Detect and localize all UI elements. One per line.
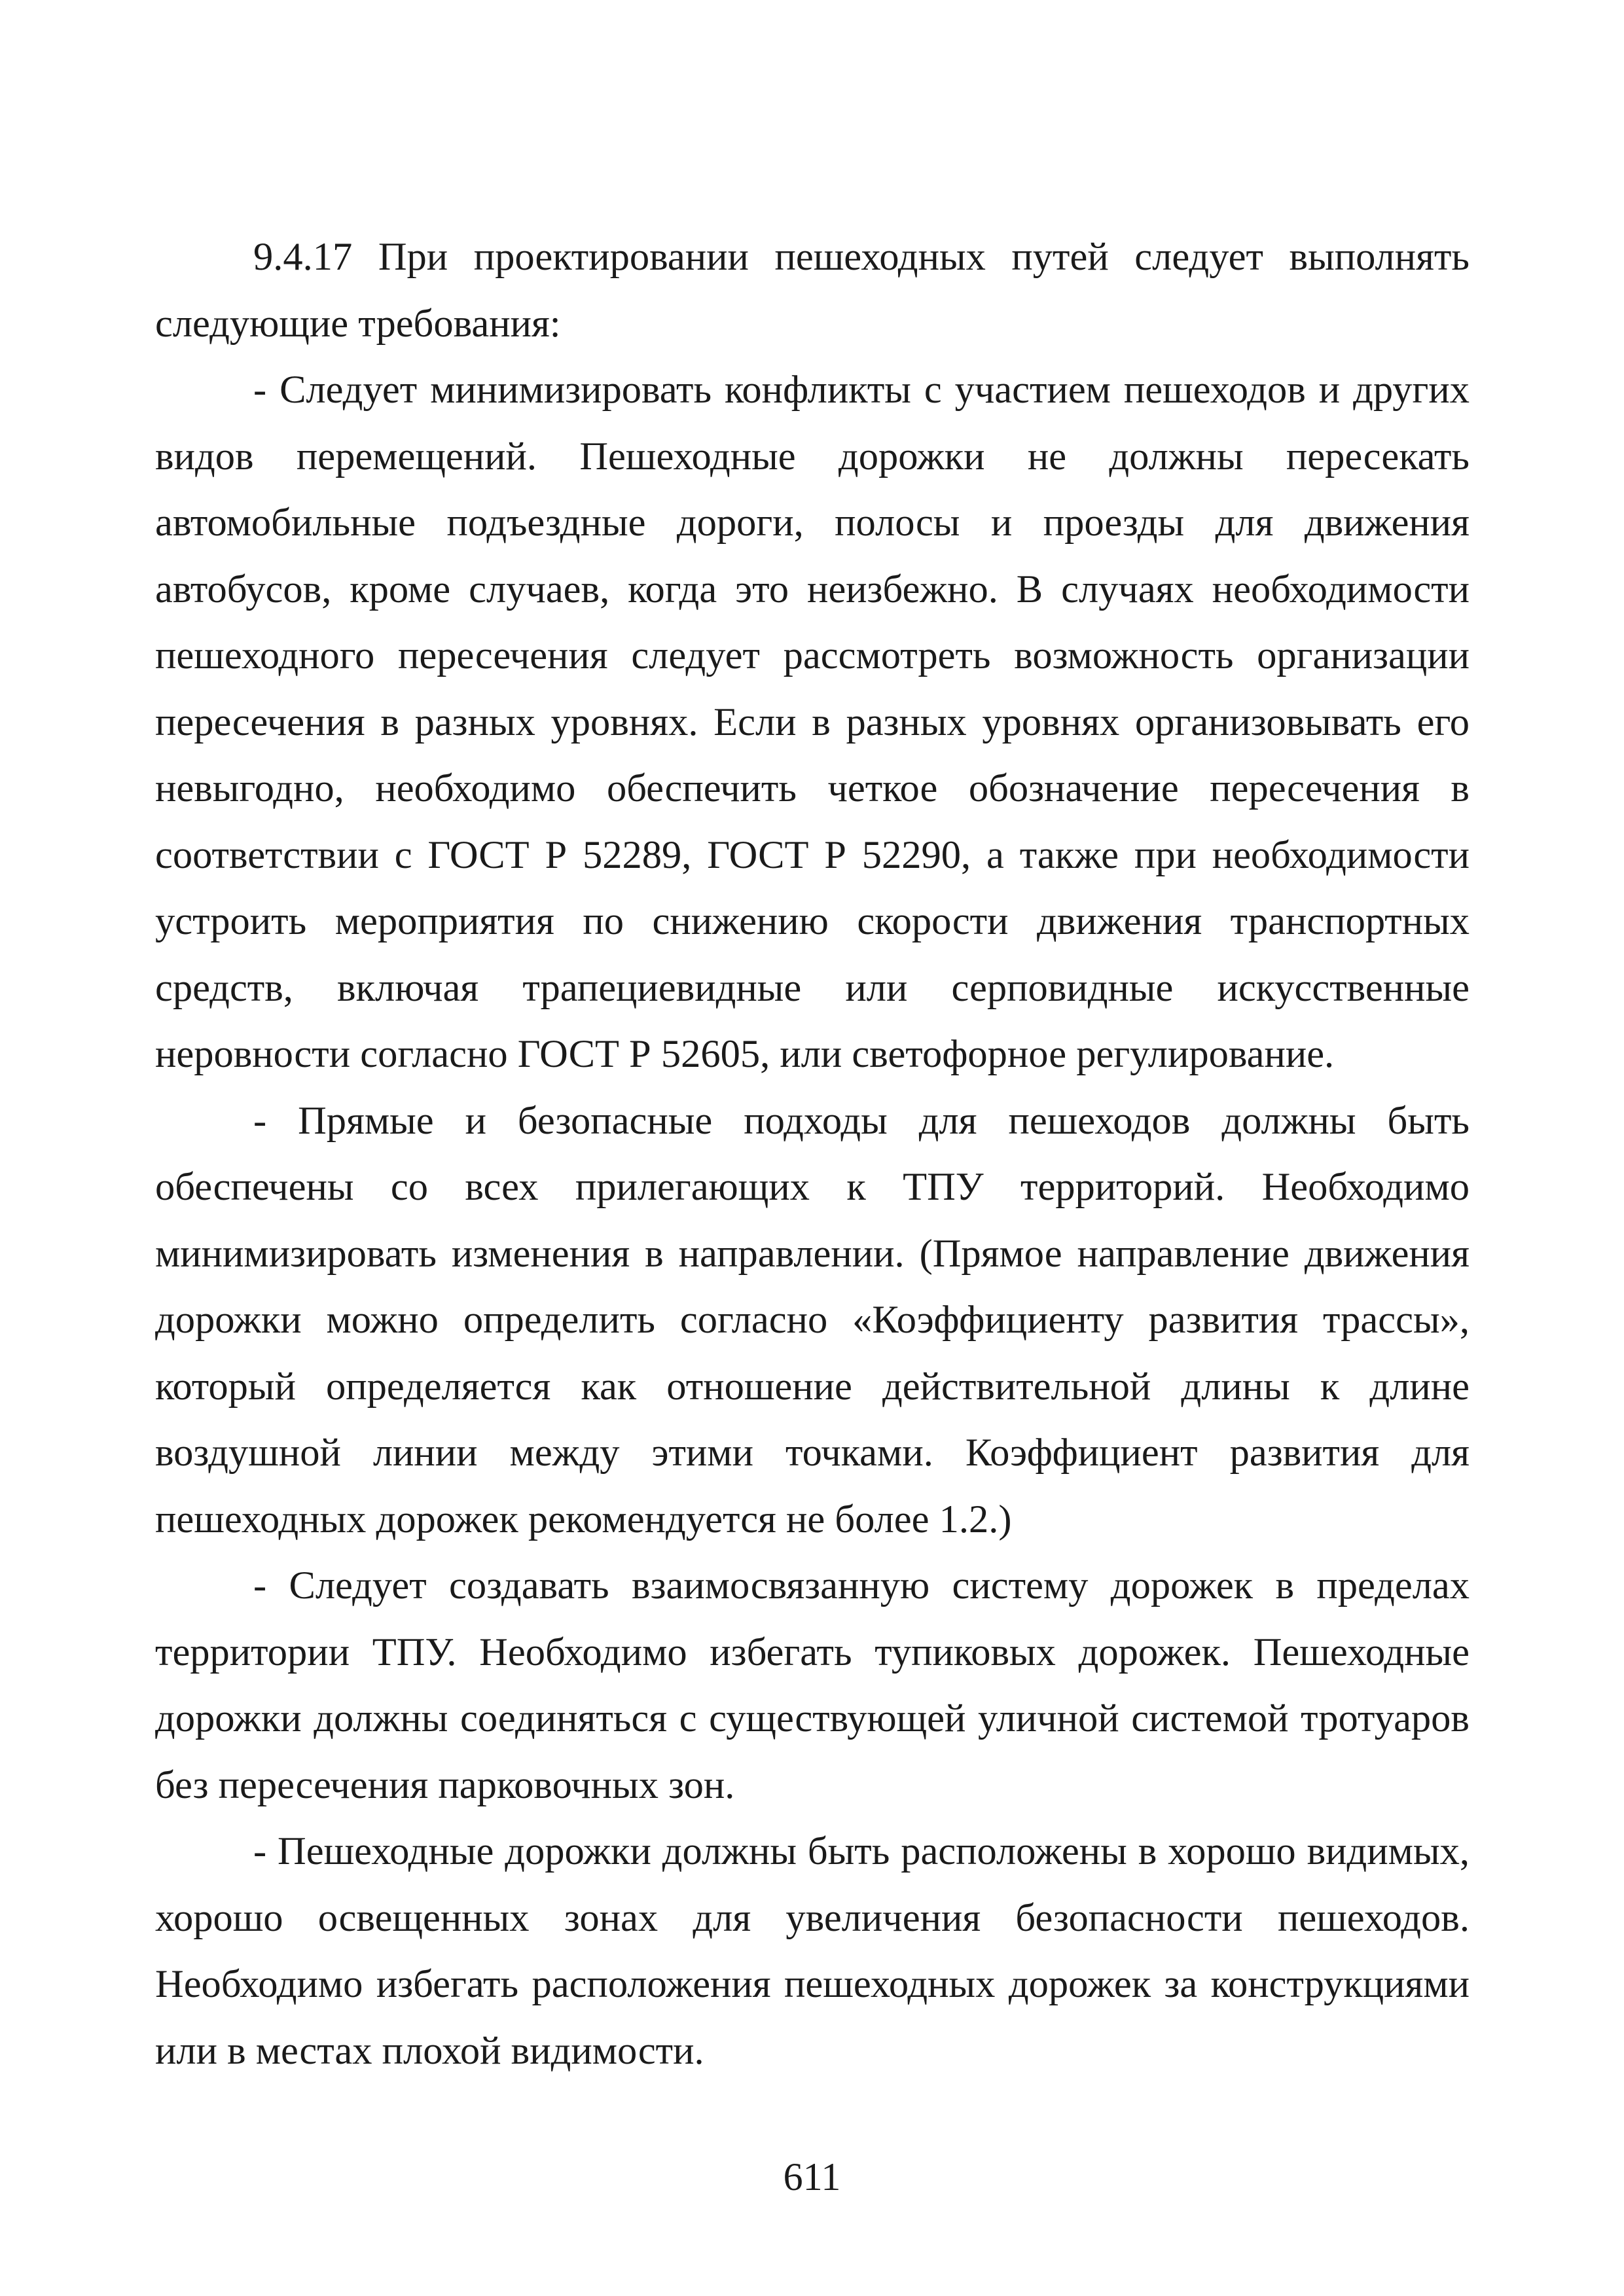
page-number: 611 (783, 2155, 841, 2198)
paragraph-direct-approaches: - Прямые и безопасные подходы для пешеходов должны быть обеспечены со всех прилегающих к ТПУ территорий. Необходимо минимизировать изменения в направлении. (Прямое направление движения дорожки можно определить согласно «Коэффициенту развития трассы», который определяется как отношение действительной длины к длине воздушной линии между этими точками. Коэффициент развития для пешеходных дорожек рекомендуется не более 1.2.) (155, 1098, 1470, 1541)
paragraph-path-system: - Следует создавать взаимосвязанную систему дорожек в пределах территории ТПУ. Необходимо избегать тупиковых дорожек. Пешеходные дорожки должны соединяться с существующей уличной системой тротуаров без пересечения парковочных зон. (155, 1564, 1470, 1807)
paragraph-visibility: - Пешеходные дорожки должны быть расположены в хорошо видимых, хорошо освещенных зонах для увеличения безопасности пешеходов. Необходимо избегать расположения пешеходных дорожек за конструкциями или в местах плохой видимости. (155, 1829, 1470, 2073)
body-text (155, 224, 1470, 2084)
paragraph-conflicts: - Следует минимизировать конфликты с участием пешеходов и других видов перемещений. Пешеходные дорожки не должны пересекать автомобильные подъездные дороги, полосы и проезды для движения автобусов, кроме случаев, когда это неизбежно. В случаях необходимости пешеходного пересечения следует рассмотреть возможность организации пересечения в разных уровнях. Если в разных уровнях организовывать его невыгодно, необходимо обеспечить четкое обозначение пересечения в соответствии с ГОСТ Р 52289, ГОСТ Р 52290, а также при необходимости устроить мероприятия по снижению скорости движения транспортных средств, включая трапециевидные или серповидные искусственные неровности согласно ГОСТ Р 52605, или светофорное регулирование. (155, 368, 1470, 1076)
paragraph-9-4-17: 9.4.17 При проектировании пешеходных путей следует выполнять следующие требования: (155, 235, 1470, 346)
